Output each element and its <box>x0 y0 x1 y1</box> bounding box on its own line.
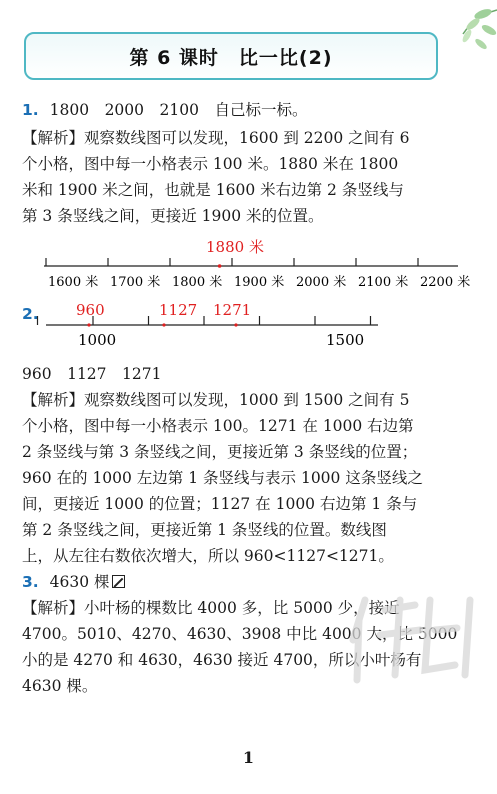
q1-tick-label: 2100 米 <box>358 275 409 290</box>
q1-tick-label: 1800 米 <box>172 275 223 290</box>
q2-red-label: 1271 <box>213 301 252 319</box>
q1-answer-line <box>22 100 307 120</box>
q2-answer: 960 1127 1271 <box>22 365 162 383</box>
lesson-header <box>24 32 438 80</box>
page-number: 1 <box>242 748 255 767</box>
q2-expl-line: 960 在的 1000 左边第 1 条竖线与表示 1000 这条竖线之 <box>22 469 423 487</box>
q2-expl-line: 2 条竖线与第 3 条竖线之间，更接近第 3 条竖线的位置； <box>22 443 418 461</box>
q2-expl-line: 第 2 条竖线之间，更接近第 1 条竖线的位置。数线图 <box>22 521 387 539</box>
q3-answer-line <box>22 572 125 592</box>
q2-expl-line: 上，从左往右数依次增大，所以 960<1127<1271。 <box>22 547 394 565</box>
q1-expl-line: 米和 1900 米之间，也就是 1600 米右边第 2 条竖线与 <box>22 181 404 199</box>
check-mark-icon <box>112 575 125 588</box>
q2-line-label: 1500 <box>326 331 365 349</box>
q2-red-label: 1127 <box>159 301 198 319</box>
q1-tick-label: 2200 米 <box>420 275 471 290</box>
q3-expl-line: 4700。5010、4270、4630、3908 中比 4000 大，比 5000 <box>22 625 458 643</box>
q1-marker-label: 1880 米 <box>206 238 264 256</box>
q1-tick-label: 1900 米 <box>234 275 285 290</box>
q1-tick-label: 2000 米 <box>296 275 347 290</box>
q3-expl-line: 【解析】小叶杨的棵数比 4000 多，比 5000 少，接近 <box>22 599 400 617</box>
q3-number: 3. <box>22 573 39 591</box>
q2-expl-line: 间，更接近 1000 的位置；1127 在 1000 右边第 1 条与 <box>22 495 418 513</box>
q2-red-label: 960 <box>76 301 105 319</box>
q1-expl-line: 【解析】观察数线图可以发现，1600 到 2200 之间有 6 <box>22 129 410 147</box>
page-title: 第 6 课时 比一比(2) <box>129 46 333 69</box>
q2-number: 2. <box>22 305 39 323</box>
q1-number: 1. <box>22 101 39 119</box>
q3-answer: 4630 棵 <box>49 573 110 591</box>
q1-tick-label: 1600 米 <box>48 275 99 290</box>
q1-number-line <box>22 236 472 292</box>
q2-point <box>87 323 90 326</box>
q1-expl-line: 第 3 条竖线之间，更接近 1900 米的位置。 <box>22 207 324 225</box>
q1-marker-point <box>218 264 222 268</box>
q2-number-line <box>22 301 472 349</box>
q2-expl-line: 【解析】观察数线图可以发现，1000 到 1500 之间有 5 <box>22 391 410 409</box>
q3-expl-line: 4630 棵。 <box>22 677 98 695</box>
q2-line-label: 1000 <box>78 331 117 349</box>
q2-point <box>234 323 237 326</box>
q3-expl-line: 小的是 4270 和 4630，4630 接近 4700，所以小叶杨有 <box>22 651 422 669</box>
q1-expl-line: 个小格，图中每一小格表示 100 米。1880 米在 1800 <box>22 155 399 173</box>
q2-expl-line: 个小格，图中每一小格表示 100。1271 在 1000 右边第 <box>22 417 414 435</box>
q1-tick-label: 1700 米 <box>110 275 161 290</box>
q2-point <box>162 323 165 326</box>
watermark-icon <box>345 580 495 690</box>
q1-answer: 1800 2000 2100 自己标一标。 <box>49 101 308 119</box>
